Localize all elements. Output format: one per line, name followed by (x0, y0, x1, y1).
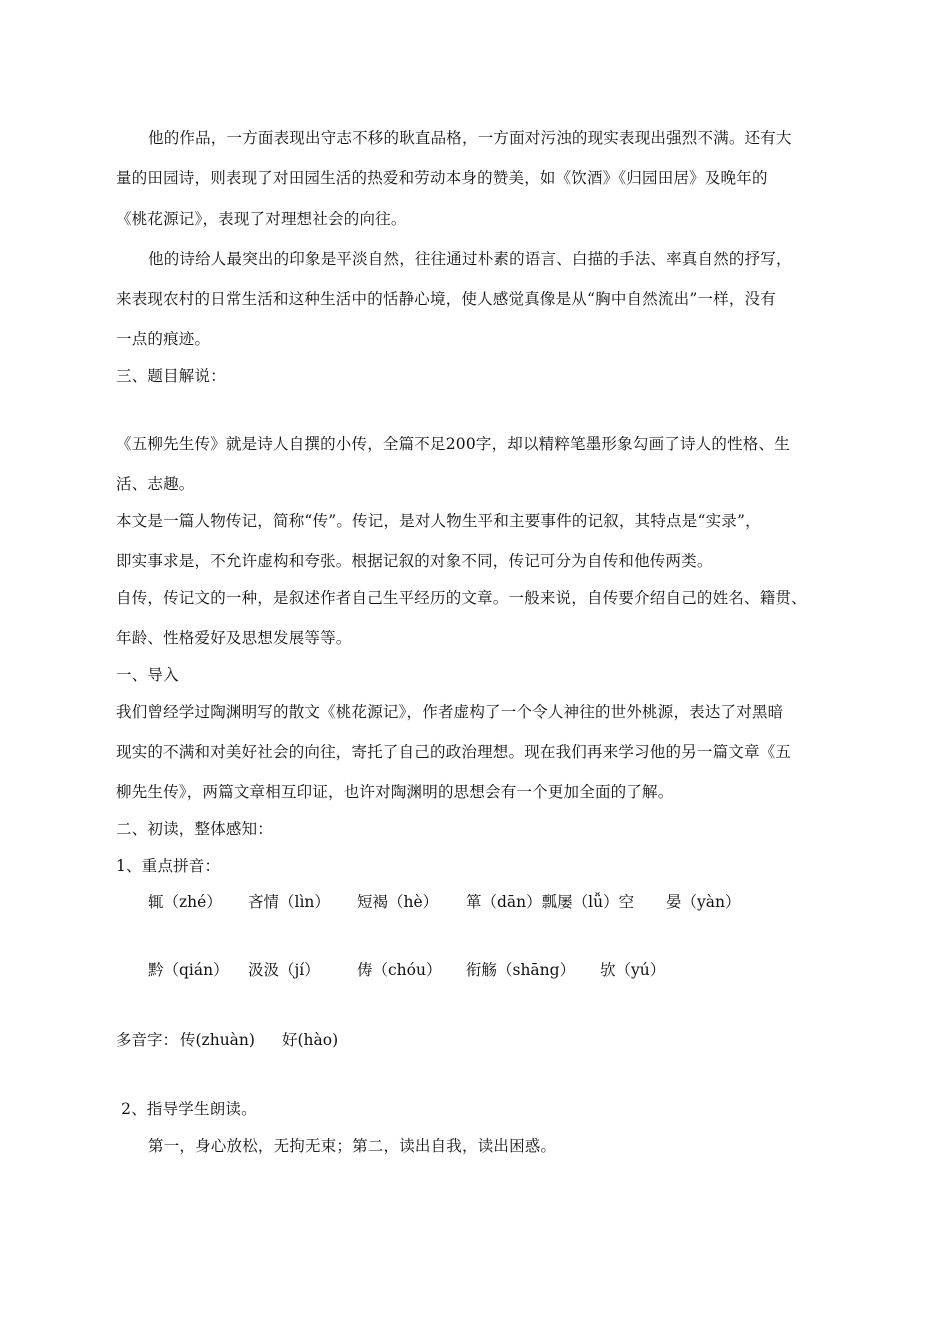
reading-guide-subheading: 2、指导学生朗读。 (116, 1100, 257, 1118)
bio-p2-line2: 来表现农村的日常生活和这种生活中的恬静心境，使人感觉真像是从“胸中自然流出”一样，没有 (116, 290, 776, 308)
title-p2-line2: 即实事求是，不允许虚构和夸张。根据记叙的对象不同，传记可分为自传和他传两类。 (116, 552, 713, 570)
polyphone-label: 多音字： (116, 1031, 179, 1049)
bio-p1-line3: 《桃花源记》，表现了对理想社会的向往。 (116, 210, 407, 228)
pinyin-item: 箪（dān）瓢屡（lǚ）空 (466, 893, 635, 911)
title-p2-line1: 本文是一篇人物传记，简称“传”。传记，是对人物生平和主要事件的记叙，其特点是“实录”， (116, 512, 761, 530)
intro-heading: 一、导入 (116, 666, 179, 684)
pinyin-item: 汲汲（jí） (248, 961, 320, 979)
pinyin-item: 晏（yàn） (666, 893, 741, 911)
reading-heading: 二、初读，整体感知： (116, 820, 274, 838)
reading-guide-text: 第一，身心放松，无拘无束；第二，读出自我，读出困惑。 (148, 1137, 557, 1155)
title-p3-line2: 年龄、性格爱好及思想发展等等。 (116, 629, 352, 647)
bio-p1-line2: 量的田园诗，则表现了对田园生活的热爱和劳动本身的赞美，如《饮酒》《归园田居》及晚年的 (116, 169, 768, 187)
pinyin-item: 黔（qián） (148, 961, 229, 979)
bio-p2-line1: 他的诗给人最突出的印象是平淡自然，往往通过朴素的语言、白描的手法、率真自然的抒写， (148, 250, 792, 268)
intro-p1-line3: 柳先生传》，两篇文章相互印证，也许对陶渊明的思想会有一个更加全面的了解。 (116, 783, 674, 801)
bio-p1-line1: 他的作品，一方面表现出守志不移的耿直品格，一方面对污浊的现实表现出强烈不满。还有大 (148, 129, 792, 147)
polyphone-item: 好(hào) (282, 1031, 339, 1049)
pinyin-item: 欤（yú） (600, 961, 666, 979)
title-p1-line2: 活、志趣。 (116, 475, 195, 493)
pinyin-item: 俦（chóu） (357, 961, 442, 979)
title-p1-line1: 《五柳先生传》就是诗人自撰的小传，全篇不足200字，却以精粹笔墨形象勾画了诗人的性格、生 (116, 435, 790, 453)
pinyin-item: 吝情（lìn） (248, 893, 330, 911)
title-p3-line1: 自传，传记文的一种，是叙述作者自己生平经历的文章。一般来说，自传要介绍自己的姓名、籍贯、 (116, 589, 807, 607)
intro-p1-line1: 我们曾经学过陶渊明写的散文《桃花源记》，作者虚构了一个令人神往的世外桃源，表达了对黑暗 (116, 703, 784, 721)
intro-p1-line2: 现实的不满和对美好社会的向往，寄托了自己的政治理想。现在我们再来学习他的另一篇文章《五 (116, 743, 792, 761)
pinyin-item: 短褐（hè） (357, 893, 439, 911)
pinyin-item: 衔觞（shāng） (466, 961, 576, 979)
title-section-heading: 三、题目解说： (116, 367, 226, 385)
pinyin-item: 辄（zhé） (148, 893, 222, 911)
polyphone-item: 传(zhuàn) (180, 1031, 255, 1049)
bio-p2-line3: 一点的痕迹。 (116, 330, 211, 348)
pinyin-subheading: 1、重点拼音： (116, 857, 221, 875)
